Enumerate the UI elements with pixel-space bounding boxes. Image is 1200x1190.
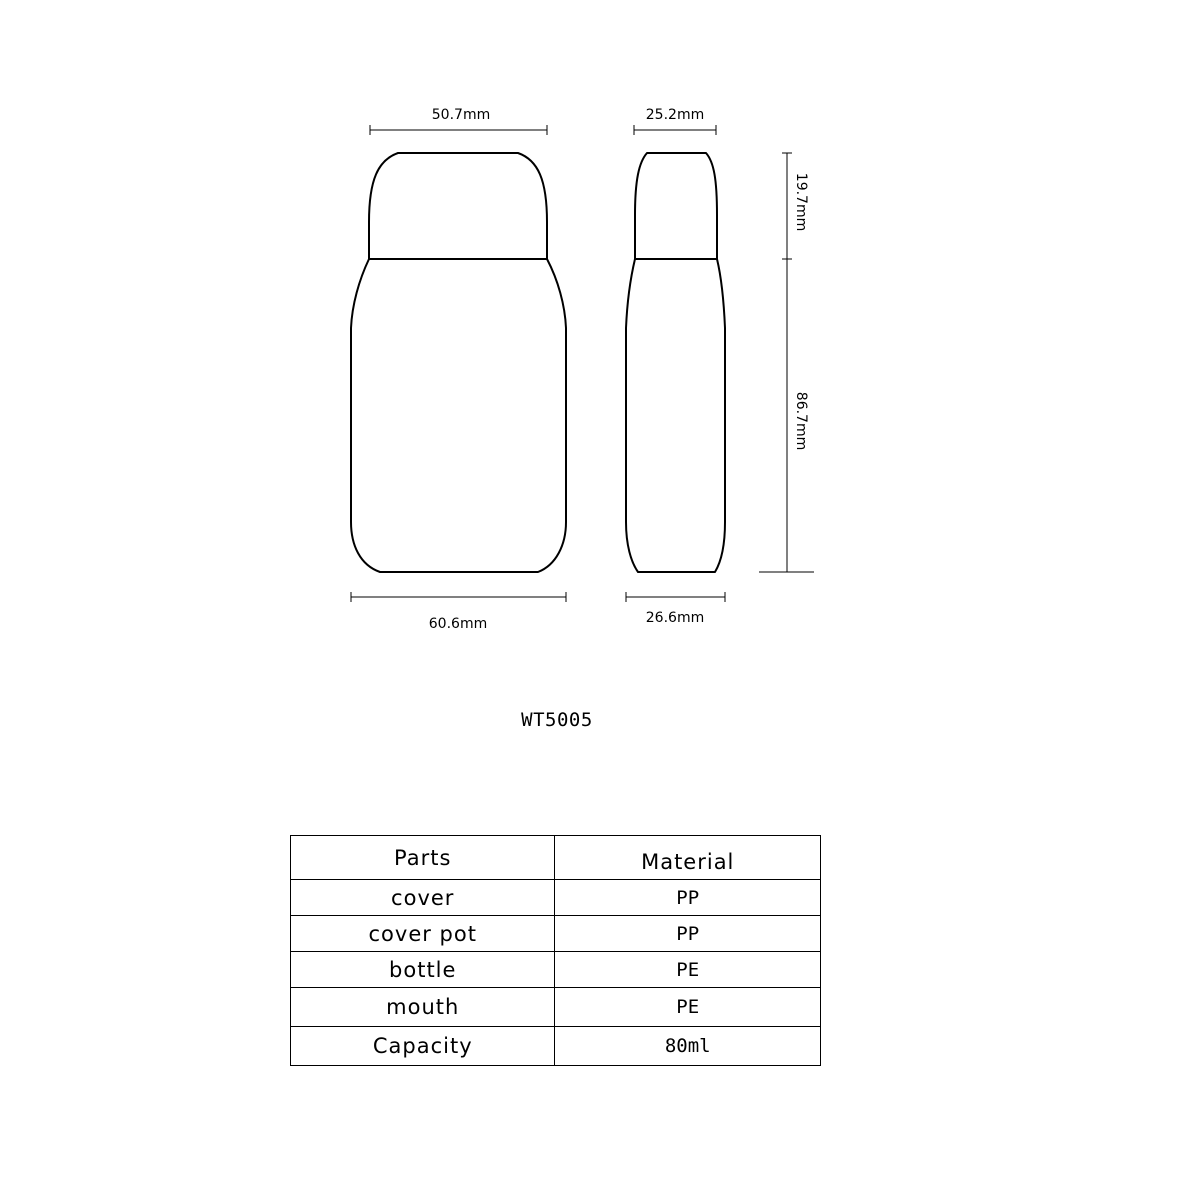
- material-value: PE: [555, 988, 821, 1027]
- part-name: Capacity: [291, 1027, 555, 1066]
- side-bottom-width-label: 26.6mm: [645, 610, 705, 626]
- table-row: [291, 988, 821, 1027]
- header-material: Material: [555, 836, 821, 880]
- front-top-width-label: 50.7mm: [431, 107, 491, 123]
- cap-height-label: 19.7mm: [793, 172, 809, 232]
- header-parts: Parts: [291, 836, 555, 880]
- material-value: PP: [555, 880, 821, 916]
- material-value: PE: [555, 952, 821, 988]
- front-view-body-outline: [351, 259, 566, 572]
- front-view: [351, 153, 566, 572]
- table-row: [291, 880, 821, 916]
- part-name: mouth: [291, 988, 555, 1027]
- front-view-cap-outline: [369, 153, 547, 259]
- side-view: [626, 153, 725, 572]
- side-view-body-outline: [626, 259, 725, 572]
- part-name: cover: [291, 880, 555, 916]
- material-value: PP: [555, 916, 821, 952]
- front-bottom-width-label: 60.6mm: [428, 616, 488, 632]
- materials-table: [290, 835, 821, 1066]
- dimension-side-top-width: [634, 107, 716, 135]
- side-view-cap-outline: [635, 153, 717, 259]
- dimension-side-bottom-width: [626, 592, 725, 626]
- material-value: 80ml: [555, 1027, 821, 1066]
- table-row: [291, 916, 821, 952]
- dimension-heights: [759, 153, 814, 572]
- dimension-front-bottom-width: [351, 592, 566, 632]
- dimension-front-top-width: [370, 107, 547, 135]
- table-header-row: [291, 836, 821, 880]
- part-name: bottle: [291, 952, 555, 988]
- model-code: WT5005: [521, 709, 593, 731]
- table-row: [291, 952, 821, 988]
- part-name: cover pot: [291, 916, 555, 952]
- body-height-label: 86.7mm: [793, 391, 809, 451]
- table-row: [291, 1027, 821, 1066]
- side-top-width-label: 25.2mm: [645, 107, 705, 123]
